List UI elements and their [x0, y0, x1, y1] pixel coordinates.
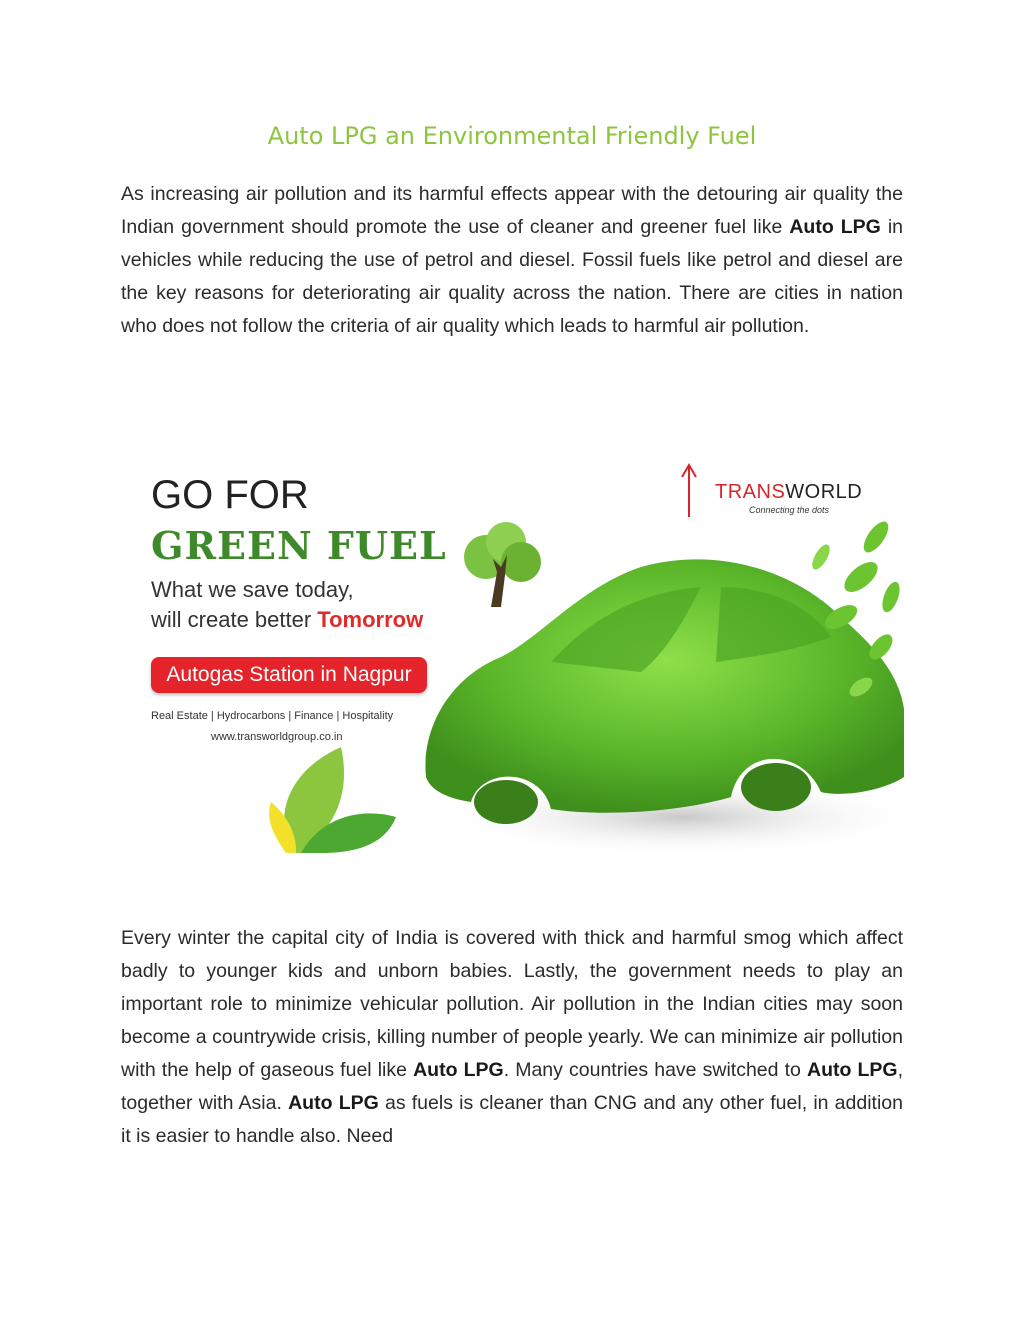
banner-headline-green: GREEN FUEL: [151, 523, 447, 568]
intro-text-2: in vehicles while reducing the use of petrol and diesel. Fossil fuels like petrol and diesel are the key reasons for deteriorating air quality across the nation. There are cities in nation who does not follow the criteria of air quality which leads to harmful air pollution.: [121, 216, 904, 337]
autogas-station-label: Autogas Station in Nagpur: [151, 657, 427, 693]
business-sectors: Real Estate | Hydrocarbons | Finance | Hospitality: [151, 710, 394, 722]
auto-lpg-term: Auto LPG: [806, 1059, 898, 1081]
website-url: www.transworldgroup.co.in: [211, 731, 343, 743]
body-text-1: Every winter the capital city of India is covered with thick and harmful smog which affect badly to younger kids and unborn babies. Lastly, the government needs to play an important role to minimize vehicular pollution. Air pollution in the Indian cities may soon become a countrywide crisis, killing number of people yearly. We can minimize air pollution with the help of gaseous fuel like: [121, 927, 903, 1081]
tree-icon: [464, 522, 541, 607]
brand-tagline: Connecting the dots: [749, 505, 830, 515]
auto-lpg-term: Auto LPG: [413, 1059, 504, 1081]
transworld-logo-icon: [682, 465, 696, 517]
intro-paragraph: [121, 178, 903, 343]
body-text-2: . Many countries have switched to: [503, 1059, 807, 1081]
brand-part-1: TRANS: [715, 481, 786, 503]
body-text-3: , together with Asia.: [121, 1059, 903, 1114]
page-title: Auto LPG an Environmental Friendly Fuel: [267, 122, 757, 150]
front-wheel: [474, 780, 538, 824]
auto-lpg-term: Auto LPG: [789, 216, 881, 238]
banner-headline: GO FOR: [151, 473, 309, 517]
intro-text-1: As increasing air pollution and its harmful effects appear with the detouring air quality the Indian government should promote the use of cleaner and greener fuel like: [121, 183, 903, 238]
body-paragraph: [121, 922, 903, 1153]
banner-tagline-2-start: will create better: [151, 607, 318, 632]
green-fuel-banner: [121, 447, 904, 853]
banner-tagline-2: [151, 607, 423, 633]
leaf-logo-icon: [269, 747, 396, 853]
rear-wheel: [741, 763, 811, 811]
banner-tagline-highlight: Tomorrow: [317, 607, 424, 632]
body-text-4: as fuels is cleaner than CNG and any other fuel, in addition it is easier to handle also. Need: [121, 1092, 903, 1147]
banner-tagline-1: What we save today,: [151, 577, 354, 602]
auto-lpg-term: Auto LPG: [288, 1092, 379, 1114]
brand-part-2: WORLD: [785, 481, 863, 503]
transworld-brand: [715, 481, 862, 504]
